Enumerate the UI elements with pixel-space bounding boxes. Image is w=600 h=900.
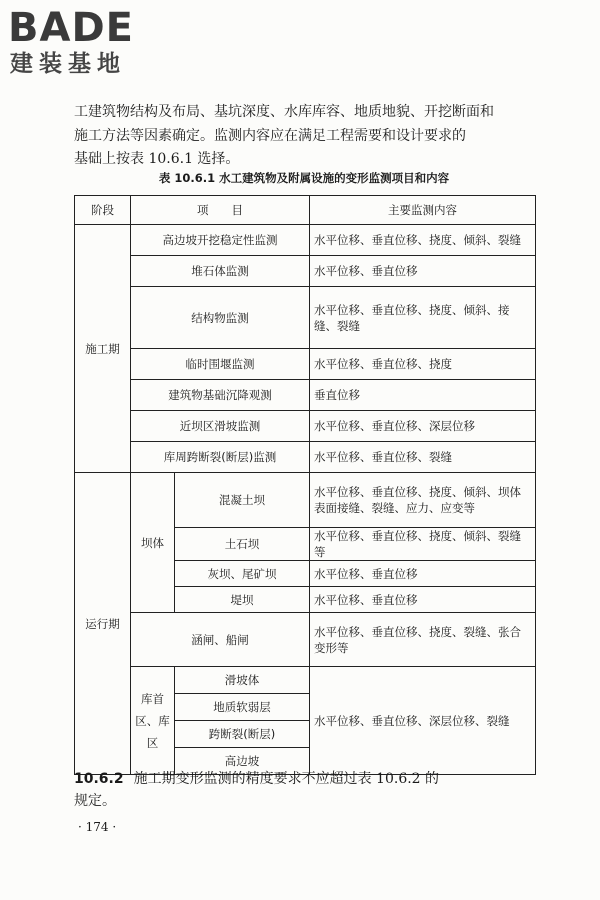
table-row	[75, 411, 536, 442]
content-cell: 水平位移、垂直位移、挠度、倾斜、裂缝	[310, 225, 536, 256]
content-cell: 水平位移、垂直位移、挠度、倾斜、坝体表面接缝、裂缝、应力、应变等	[310, 473, 536, 528]
stage-construction: 施工期	[75, 225, 131, 473]
clause-text: 施工期变形监测的精度要求不应超过表 10.6.2 的	[133, 771, 440, 787]
header-content: 主要监测内容	[310, 196, 536, 225]
item-cell: 涵闸、船闸	[131, 613, 310, 667]
item-cell: 堆石体监测	[131, 256, 310, 287]
item-cell: 高边坡开挖稳定性监测	[131, 225, 310, 256]
logo-subtitle: 建装基地	[10, 51, 126, 77]
item-cell: 混凝土坝	[175, 473, 310, 528]
table-row	[75, 287, 536, 349]
page-number: · 174 ·	[78, 820, 117, 834]
item-cell: 建筑物基础沉降观测	[131, 380, 310, 411]
item-cell: 灰坝、尾矿坝	[175, 561, 310, 587]
item-cell: 库周跨断裂(断层)监测	[131, 442, 310, 473]
body-paragraph	[74, 101, 544, 172]
stage-operation: 运行期	[75, 473, 131, 775]
content-cell: 水平位移、垂直位移、挠度、裂缝、张合变形等	[310, 613, 536, 667]
header-item: 项 目	[131, 196, 310, 225]
table-row	[75, 349, 536, 380]
content-cell: 水平位移、垂直位移、深层位移	[310, 411, 536, 442]
content-cell: 水平位移、垂直位移、挠度	[310, 349, 536, 380]
table-row	[75, 473, 536, 528]
content-cell: 垂直位移	[310, 380, 536, 411]
content-cell: 水平位移、垂直位移	[310, 587, 536, 613]
table-row	[75, 442, 536, 473]
group-reservoir: 库首区、库区	[131, 667, 175, 775]
table-row	[75, 613, 536, 667]
logo	[8, 4, 176, 78]
content-cell: 水平位移、垂直位移、挠度、倾斜、裂缝等	[310, 528, 536, 561]
table-header-row	[75, 196, 536, 225]
item-cell: 堤坝	[175, 587, 310, 613]
clause-10-6-2	[74, 768, 544, 812]
content-cell: 水平位移、垂直位移	[310, 561, 536, 587]
table-row	[75, 380, 536, 411]
item-cell: 跨断裂(断层)	[175, 721, 310, 748]
clause-text-continued: 规定。	[74, 793, 116, 809]
content-cell: 水平位移、垂直位移	[310, 256, 536, 287]
content-cell: 水平位移、垂直位移、挠度、倾斜、接缝、裂缝	[310, 287, 536, 349]
item-cell: 结构物监测	[131, 287, 310, 349]
paragraph-line: 工建筑物结构及布局、基坑深度、水库库容、地质地貌、开挖断面和	[74, 104, 494, 120]
item-cell: 临时围堰监测	[131, 349, 310, 380]
content-cell: 水平位移、垂直位移、裂缝	[310, 442, 536, 473]
monitoring-table	[74, 195, 536, 775]
clause-number: 10.6.2	[74, 771, 124, 787]
paragraph-line: 施工方法等因素确定。监测内容应在满足工程需要和设计要求的	[74, 127, 466, 144]
item-cell: 近坝区滑坡监测	[131, 411, 310, 442]
paragraph-line: 基础上按表 10.6.1 选择。	[74, 151, 240, 167]
table-row	[75, 256, 536, 287]
content-cell: 水平位移、垂直位移、深层位移、裂缝	[310, 667, 536, 775]
item-cell: 地质软弱层	[175, 694, 310, 721]
table-caption: 表 10.6.1 水工建筑物及附属设施的变形监测项目和内容	[158, 171, 450, 185]
item-cell: 滑坡体	[175, 667, 310, 694]
header-stage: 阶段	[75, 196, 131, 225]
logo-brand: BADE	[8, 5, 134, 51]
item-cell: 土石坝	[175, 528, 310, 561]
item-cell: 高边坡	[175, 748, 310, 775]
table-row	[75, 225, 536, 256]
group-dam: 坝体	[131, 473, 175, 613]
table-row	[75, 667, 536, 694]
